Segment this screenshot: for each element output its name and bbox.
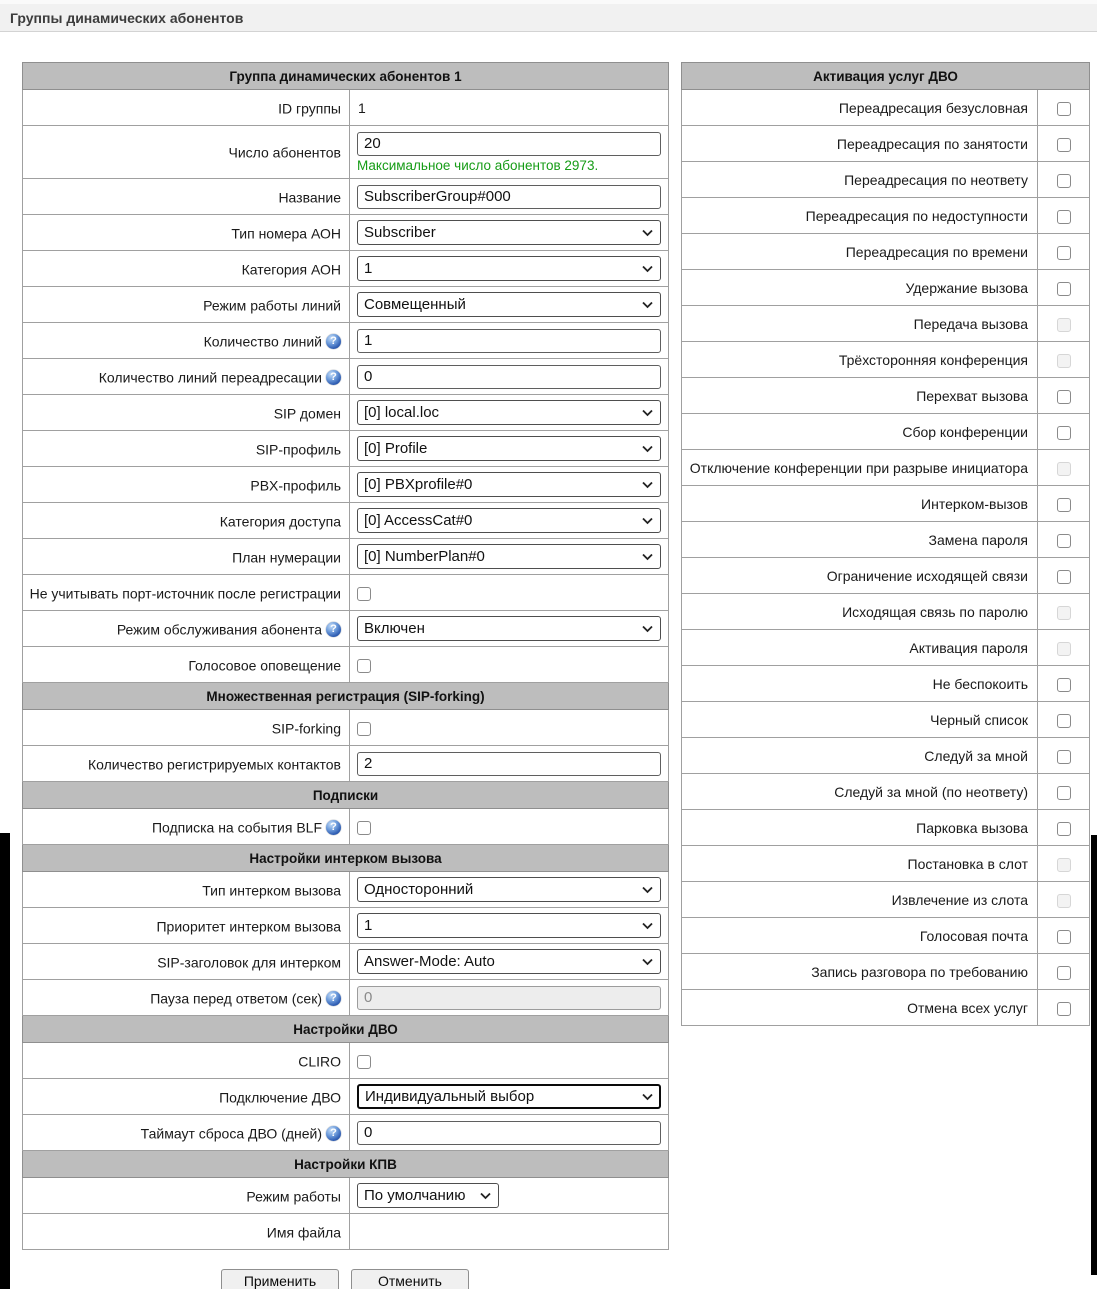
table-row	[23, 872, 669, 908]
table-row	[23, 395, 669, 431]
svc-label: Переадресация по времени	[845, 243, 1028, 260]
table-row	[682, 270, 1090, 306]
table-row	[23, 575, 669, 611]
svc-checkbox[interactable]	[1057, 966, 1071, 980]
table-row	[682, 162, 1090, 198]
table-row	[23, 980, 669, 1016]
service-mode-select[interactable]	[357, 616, 661, 641]
line-mode-label: Режим работы линий	[203, 297, 341, 314]
table-row	[23, 809, 669, 845]
svc-label: Отмена всех услуг	[907, 999, 1028, 1016]
svc-checkbox	[1057, 894, 1071, 908]
svc-checkbox	[1057, 642, 1071, 656]
svc-checkbox	[1057, 606, 1071, 620]
svc-label: Переадресация по недоступности	[805, 207, 1028, 224]
svc-checkbox	[1057, 462, 1071, 476]
help-icon[interactable]: ?	[326, 820, 341, 835]
table-row	[23, 323, 669, 359]
contact-count-label: Количество регистрируемых контактов	[87, 756, 341, 773]
group-settings-table	[22, 62, 669, 1250]
help-icon[interactable]: ?	[326, 622, 341, 637]
ignore-source-port-checkbox[interactable]	[357, 587, 371, 601]
svc-checkbox[interactable]	[1057, 498, 1071, 512]
table-row	[682, 954, 1090, 990]
cliro-checkbox[interactable]	[357, 1055, 371, 1069]
voice-notification-checkbox[interactable]	[357, 659, 371, 673]
dvo-table-title: Активация услуг ДВО	[682, 63, 1090, 90]
line-mode-select[interactable]	[357, 292, 661, 317]
sip-profile-select[interactable]	[357, 436, 661, 461]
table-row	[23, 215, 669, 251]
svc-checkbox[interactable]	[1057, 930, 1071, 944]
voice-notification-label: Голосовое оповещение	[188, 657, 341, 674]
table-row	[23, 126, 669, 179]
help-icon[interactable]: ?	[326, 334, 341, 349]
svc-label: Голосовая почта	[919, 927, 1028, 944]
table-row	[682, 342, 1090, 378]
table-row	[23, 179, 669, 215]
table-row	[23, 359, 669, 395]
right-dark-strip	[1091, 835, 1097, 1275]
blf-subscription-checkbox[interactable]	[357, 821, 371, 835]
access-category-select[interactable]	[357, 508, 661, 533]
caller-id-category-label: Категория АОН	[241, 261, 341, 278]
contact-count-input[interactable]	[357, 752, 661, 776]
sip-domain-label: SIP домен	[273, 405, 341, 422]
table-row	[682, 234, 1090, 270]
dvo-connection-label: Подключение ДВО	[219, 1089, 341, 1106]
sip-forking-checkbox[interactable]	[357, 722, 371, 736]
name-label: Название	[278, 189, 341, 206]
forward-line-count-label: Количество линий переадресации	[98, 369, 322, 386]
subscriber-count-input[interactable]	[357, 132, 661, 156]
table-row	[682, 918, 1090, 954]
table-row	[682, 882, 1090, 918]
access-category-label: Категория доступа	[219, 513, 341, 530]
svc-label: Сбор конференции	[902, 423, 1028, 440]
page-title-bar	[0, 0, 1097, 32]
left-dark-strip	[0, 833, 10, 1289]
service-mode-label: Режим обслуживания абонента	[116, 621, 322, 638]
table-row	[682, 810, 1090, 846]
table-row	[682, 666, 1090, 702]
section-intercom: Настройки интерком вызова	[23, 845, 669, 872]
svc-checkbox[interactable]	[1057, 714, 1071, 728]
svc-checkbox[interactable]	[1057, 282, 1071, 296]
table-row	[23, 251, 669, 287]
table-row	[682, 306, 1090, 342]
number-plan-label: План нумерации	[232, 549, 341, 566]
svc-checkbox[interactable]	[1057, 786, 1071, 800]
svc-checkbox	[1057, 858, 1071, 872]
subscriber-count-label: Число абонентов	[228, 144, 341, 161]
table-row	[23, 611, 669, 647]
svc-label: Постановка в слот	[907, 855, 1028, 872]
svc-checkbox[interactable]	[1057, 102, 1071, 116]
table-row	[682, 450, 1090, 486]
svc-label: Переадресация по неответу	[844, 171, 1028, 188]
ignore-source-port-label: Не учитывать порт-источник после регистрации	[29, 585, 341, 602]
kpv-file-name-label: Имя файла	[266, 1224, 341, 1241]
svc-checkbox[interactable]	[1057, 570, 1071, 584]
table-row	[682, 846, 1090, 882]
dvo-reset-timeout-input[interactable]	[357, 1121, 661, 1145]
table-row	[23, 944, 669, 980]
answer-pause-input	[357, 986, 661, 1010]
svc-checkbox[interactable]	[1057, 174, 1071, 188]
svc-checkbox[interactable]	[1057, 750, 1071, 764]
svc-checkbox	[1057, 354, 1071, 368]
table-row	[682, 486, 1090, 522]
table-row	[682, 702, 1090, 738]
table-row	[682, 378, 1090, 414]
table-row	[23, 1115, 669, 1151]
table-row	[682, 522, 1090, 558]
table-row	[23, 908, 669, 944]
svc-label: Ограничение исходящей связи	[826, 567, 1028, 584]
table-row	[23, 1043, 669, 1079]
apply-button[interactable]: Применить	[221, 1269, 339, 1289]
svc-label: Запись разговора по требованию	[811, 963, 1028, 980]
svc-label: Черный список	[930, 711, 1028, 728]
number-plan-select[interactable]	[357, 544, 661, 569]
section-sip-forking: Множественная регистрация (SIP-forking)	[23, 683, 669, 710]
caller-id-type-select[interactable]	[357, 220, 661, 245]
group-settings-panel	[22, 62, 668, 1289]
svc-label: Переадресация безусловная	[838, 99, 1028, 116]
table-row	[23, 1178, 669, 1214]
table-row	[23, 647, 669, 683]
action-buttons	[22, 1269, 668, 1289]
group-id-value: 1	[358, 99, 366, 116]
table-row	[682, 414, 1090, 450]
table-row	[682, 990, 1090, 1026]
caller-id-type-label: Тип номера АОН	[231, 225, 341, 242]
sip-domain-select[interactable]	[357, 400, 661, 425]
svc-label: Следуй за мной (по неответу)	[834, 783, 1028, 800]
help-icon[interactable]: ?	[326, 1126, 341, 1141]
intercom-type-select[interactable]	[357, 877, 661, 902]
line-count-input[interactable]	[357, 329, 661, 353]
svc-label: Удержание вызова	[905, 279, 1028, 296]
intercom-sip-header-label: SIP-заголовок для интерком	[157, 954, 341, 971]
table-row	[682, 594, 1090, 630]
svc-label: Извлечение из слота	[891, 891, 1028, 908]
table-row	[682, 126, 1090, 162]
table-row	[23, 539, 669, 575]
section-kpv: Настройки КПВ	[23, 1151, 669, 1178]
group-table-title: Группа динамических абонентов 1	[23, 63, 669, 90]
group-id-label: ID группы	[278, 100, 341, 117]
sip-profile-label: SIP-профиль	[255, 441, 341, 458]
table-row	[23, 431, 669, 467]
dvo-services-table	[681, 62, 1090, 1026]
dvo-connection-select[interactable]	[357, 1084, 661, 1109]
table-row	[682, 738, 1090, 774]
help-icon[interactable]: ?	[326, 991, 341, 1006]
table-row	[23, 287, 669, 323]
svc-checkbox[interactable]	[1057, 534, 1071, 548]
svc-checkbox[interactable]	[1057, 138, 1071, 152]
svc-checkbox	[1057, 318, 1071, 332]
svc-label: Не беспокоить	[932, 675, 1028, 692]
dvo-reset-timeout-label: Таймаут сброса ДВО (дней)	[140, 1125, 322, 1142]
svc-checkbox[interactable]	[1057, 246, 1071, 260]
svc-label: Замена пароля	[928, 531, 1028, 548]
svc-label: Отключение конференции при разрыве инициатора	[689, 459, 1028, 476]
svc-label: Исходящая связь по паролю	[842, 603, 1028, 620]
svc-label: Перехват вызова	[916, 387, 1028, 404]
sip-forking-label: SIP-forking	[271, 720, 341, 737]
table-row	[23, 746, 669, 782]
intercom-priority-label: Приоритет интерком вызова	[156, 918, 341, 935]
svc-checkbox[interactable]	[1057, 210, 1071, 224]
table-row	[23, 1079, 669, 1115]
section-dvo: Настройки ДВО	[23, 1016, 669, 1043]
blf-subscription-label: Подписка на события BLF	[151, 819, 322, 836]
table-row	[23, 710, 669, 746]
cliro-label: CLIRO	[298, 1053, 341, 1070]
intercom-priority-select[interactable]	[357, 913, 661, 938]
svc-label: Следуй за мной	[924, 747, 1028, 764]
svc-checkbox[interactable]	[1057, 678, 1071, 692]
svc-checkbox[interactable]	[1057, 1002, 1071, 1016]
table-row	[682, 630, 1090, 666]
svc-checkbox[interactable]	[1057, 822, 1071, 836]
svc-label: Интерком-вызов	[921, 495, 1028, 512]
page-title: Группы динамических абонентов	[10, 9, 244, 26]
caller-id-category-select[interactable]	[357, 256, 661, 281]
line-count-label: Количество линий	[203, 333, 322, 350]
answer-pause-label: Пауза перед ответом (сек)	[150, 990, 322, 1007]
svc-label: Парковка вызова	[916, 819, 1028, 836]
section-subscriptions: Подписки	[23, 782, 669, 809]
subscriber-count-note: Максимальное число абонентов 2973.	[357, 157, 599, 173]
svc-label: Передача вызова	[913, 315, 1028, 332]
name-input[interactable]	[357, 185, 661, 209]
kpv-mode-label: Режим работы	[246, 1188, 341, 1205]
table-row	[23, 503, 669, 539]
help-icon[interactable]: ?	[326, 370, 341, 385]
table-row	[682, 198, 1090, 234]
intercom-type-label: Тип интерком вызова	[202, 882, 341, 899]
intercom-sip-header-select[interactable]	[357, 949, 661, 974]
svc-label: Активация пароля	[909, 639, 1028, 656]
table-row	[23, 1214, 669, 1250]
svc-checkbox[interactable]	[1057, 426, 1071, 440]
table-row	[23, 467, 669, 503]
svc-label: Переадресация по занятости	[836, 135, 1028, 152]
kpv-mode-select[interactable]	[357, 1183, 499, 1208]
pbx-profile-label: PBX-профиль	[250, 477, 341, 494]
svc-label: Трёхсторонняя конференция	[838, 351, 1028, 368]
pbx-profile-select[interactable]	[357, 472, 661, 497]
svc-checkbox[interactable]	[1057, 390, 1071, 404]
table-row	[682, 90, 1090, 126]
table-row	[23, 90, 669, 126]
table-row	[682, 774, 1090, 810]
dvo-services-panel	[681, 62, 1089, 1026]
table-row	[682, 558, 1090, 594]
cancel-button[interactable]: Отменить	[351, 1269, 469, 1289]
forward-line-count-input[interactable]	[357, 365, 661, 389]
